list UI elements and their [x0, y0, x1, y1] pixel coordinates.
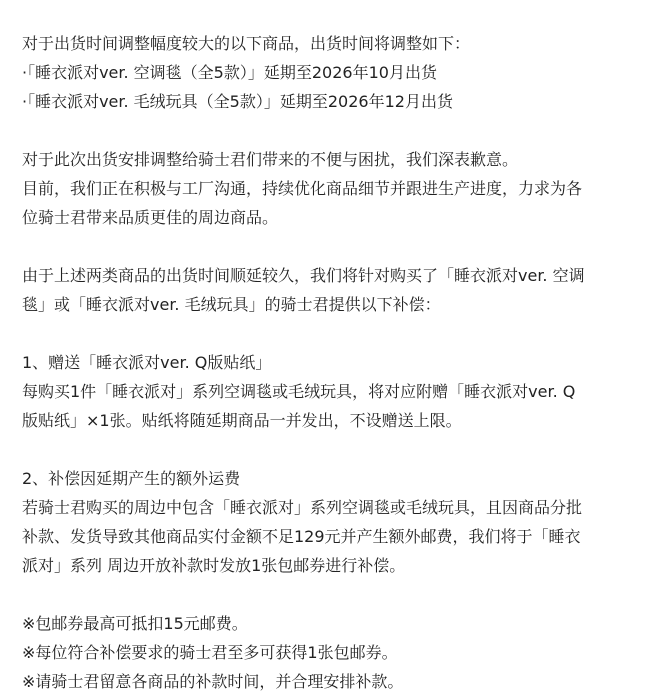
delayed-item-blanket: ·「睡衣派对ver. 空调毯（全5款）」延期至2026年10月出货	[22, 63, 437, 82]
section-2-line-2: 补款、发货导致其他商品实付金额不足129元并产生额外邮费，我们将于「睡衣	[22, 527, 581, 546]
paragraph-spacer	[22, 435, 634, 464]
announcement-document	[22, 29, 634, 696]
paragraph-spacer	[22, 116, 634, 145]
paragraph-spacer	[22, 232, 634, 261]
compensation-intro-line-2: 毯」或「睡衣派对ver. 毛绒玩具」的骑士君提供以下补偿：	[22, 295, 441, 314]
apology-line-1: 对于此次出货安排调整给骑士君们带来的不便与困扰，我们深表歉意。	[22, 150, 519, 169]
paragraph-spacer	[22, 319, 634, 348]
section-1-line-1: 每购买1件「睡衣派对」系列空调毯或毛绒玩具，将对应附赠「睡衣派对ver. Q	[22, 382, 576, 401]
section-1-title: 1、赠送「睡衣派对ver. Q版贴纸」	[22, 353, 272, 372]
section-1-line-2: 版贴纸」×1张。贴纸将随延期商品一并发出，不设赠送上限。	[22, 411, 462, 430]
shipping-adjust-heading: 对于出货时间调整幅度较大的以下商品，出货时间将调整如下：	[22, 34, 471, 53]
compensation-intro-line-1: 由于上述两类商品的出货时间顺延较久，我们将针对购买了「睡衣派对ver. 空调	[22, 266, 585, 285]
paragraph-spacer	[22, 580, 634, 609]
note-payment-reminder: ※请骑士君留意各商品的补款时间，并合理安排补款。	[22, 672, 404, 691]
note-coupon-limit: ※包邮券最高可抵扣15元邮费。	[22, 614, 248, 633]
section-2-line-1: 若骑士君购买的周边中包含「睡衣派对」系列空调毯或毛绒玩具，且因商品分批	[22, 498, 583, 517]
apology-line-3: 位骑士君带来品质更佳的周边商品。	[22, 208, 279, 227]
apology-line-2: 目前，我们正在积极与工厂沟通，持续优化商品细节并跟进生产进度，力求为各	[22, 179, 583, 198]
section-2-line-3: 派对」系列 周边开放补款时发放1张包邮券进行补偿。	[22, 556, 406, 575]
note-coupon-quantity: ※每位符合补偿要求的骑士君至多可获得1张包邮券。	[22, 643, 398, 662]
delayed-item-plush: ·「睡衣派对ver. 毛绒玩具（全5款）」延期至2026年12月出货	[22, 92, 453, 111]
section-2-title: 2、补偿因延期产生的额外运费	[22, 469, 241, 488]
